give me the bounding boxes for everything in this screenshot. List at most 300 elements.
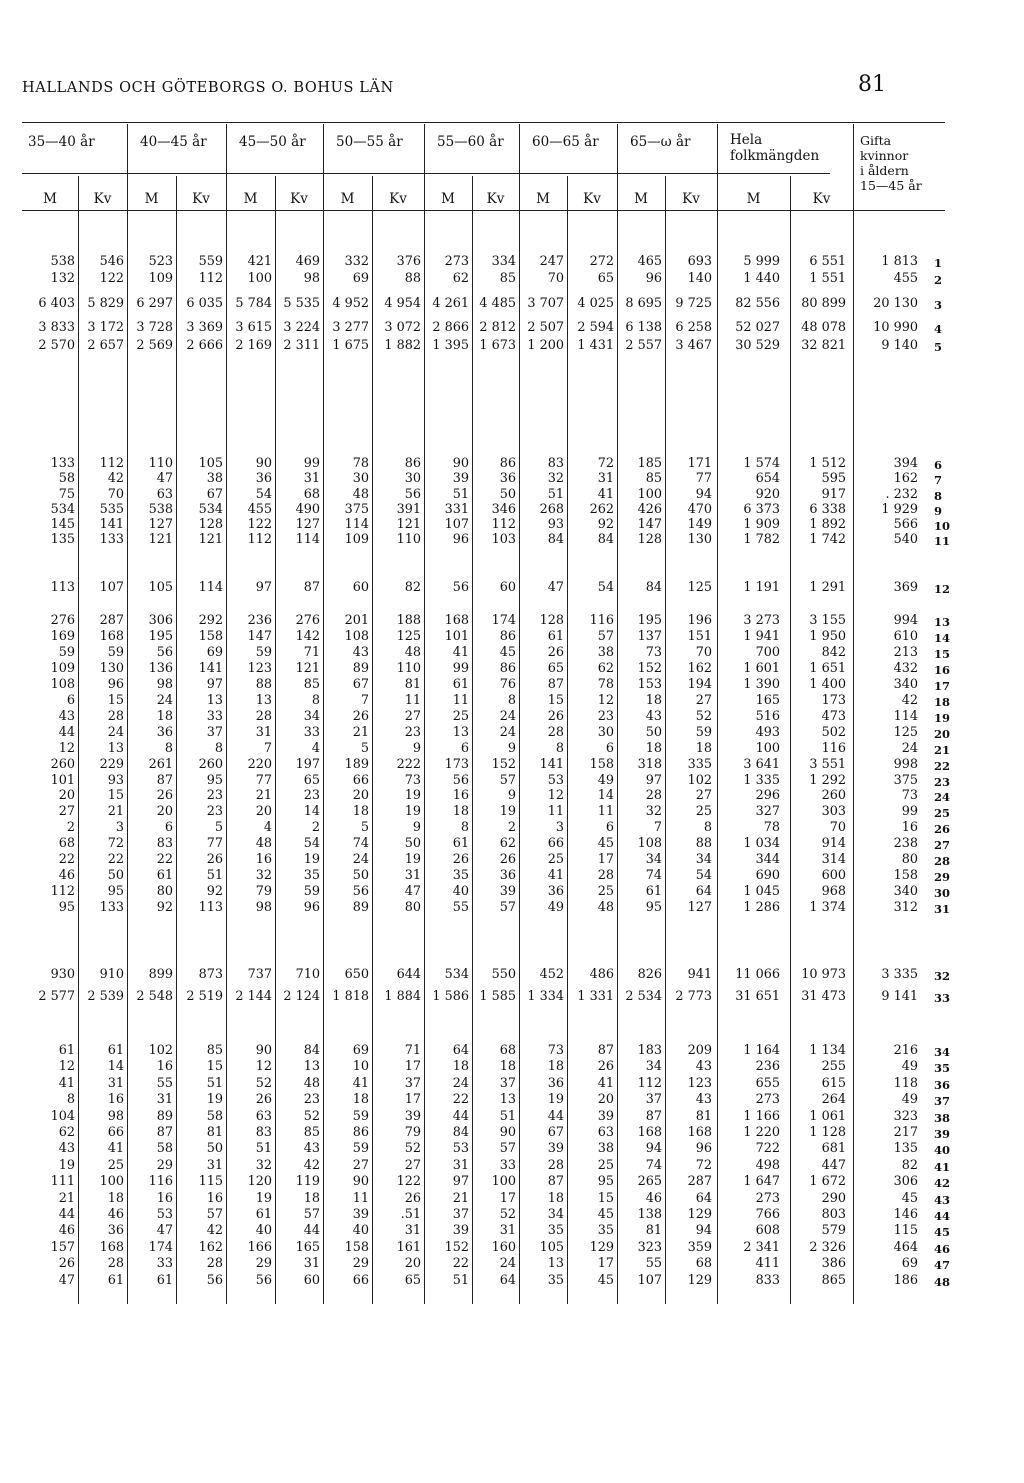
table-cell: 13 [452,724,469,740]
table-cell: 24 [499,1256,516,1272]
table-cell: 523 [148,254,173,269]
table-cell: 63 [156,486,173,502]
table-cell: 62 [499,836,516,852]
table-cell: 109 [50,660,75,676]
table-cell: 930 [50,967,75,982]
table-cell: 123 [247,660,272,676]
table-cell: 100 [637,486,662,502]
table-cell: 4 025 [577,296,614,311]
table-cell: 220 [247,756,272,772]
table-cell: 97 [206,676,223,692]
table-cell: 97 [255,580,272,595]
table-cell: 87 [597,1043,614,1058]
table-cell: 327 [755,804,780,820]
table-cell: 107 [444,517,469,532]
table-cell: 19 [58,1157,75,1173]
table-cell: 516 [755,708,780,724]
gifta-header-line: i åldern [860,163,909,178]
table-cell: 18 [547,1190,564,1206]
table-cell: 1 672 [809,1174,846,1190]
table-cell: 15 [107,692,124,708]
running-title: HALLANDS OCH GÖTEBORGS O. BOHUS LÄN [22,80,394,96]
table-cell: 11 [352,1190,369,1206]
row-number: 36 [934,1077,951,1092]
sub-header-m: M [746,191,761,207]
table-cell: 13 [206,692,223,708]
table-cell: 421 [247,254,272,269]
table-cell: 8 [460,820,469,836]
table-cell: 608 [755,1223,780,1239]
row-number: 11 [934,534,951,549]
table-cell: 36 [107,1223,124,1239]
gifta-cell: 312 [893,900,918,916]
table-cell: 16 [107,1092,124,1108]
table-cell: 174 [491,613,516,628]
table-cell: 87 [547,676,564,692]
table-cell: 57 [303,1207,320,1222]
table-cell: 35 [452,868,469,884]
table-cell: 56 [352,884,369,900]
table-cell: 38 [597,644,614,660]
table-cell: 194 [687,676,712,692]
table-cell: 11 [547,804,564,820]
table-cell: 107 [637,1272,662,1288]
table-cell: 20 [597,1092,614,1108]
table-cell: 168 [637,1125,662,1140]
table-cell: 30 [597,724,614,740]
table-cell: 502 [821,724,846,740]
table-cell: 260 [821,788,846,804]
table-cell: 2 569 [136,338,173,353]
table-cell: 88 [255,676,272,692]
table-cell: 61 [452,676,469,692]
table-cell: 681 [821,1141,846,1157]
table-cell: 236 [755,1059,780,1075]
table-cell: 8 [66,1092,75,1108]
table-cell: 56 [255,1272,272,1288]
table-cell: 39 [352,1207,369,1222]
table-cell: 66 [547,836,564,852]
table-cell: 49 [597,772,614,788]
table-cell: 1 892 [809,517,846,532]
table-cell: 44 [58,724,75,740]
table-cell: 44 [303,1223,320,1239]
table-cell: 41 [352,1075,369,1091]
row-number: 47 [934,1258,951,1273]
table-cell: 3 172 [87,320,124,335]
gifta-cell: 610 [893,628,918,644]
gifta-cell: 1 813 [881,254,918,269]
table-cell: 6 551 [809,254,846,269]
table-cell: 538 [50,254,75,269]
table-cell: 306 [148,613,173,628]
gifta-cell: 394 [893,456,918,471]
table-cell: 1 941 [743,628,780,644]
table-cell: 31 [303,1256,320,1272]
table-cell: 45 [597,836,614,852]
table-cell: 48 [597,900,614,916]
table-cell: 81 [404,676,421,692]
table-cell: 67 [547,1125,564,1140]
table-cell: 54 [303,836,320,852]
table-cell: 92 [156,900,173,916]
table-cell: 100 [247,271,272,286]
table-cell: 36 [255,471,272,487]
table-cell: 3 641 [743,756,780,772]
table-cell: 595 [821,471,846,487]
table-cell: 168 [687,1125,712,1140]
table-cell: 11 [452,692,469,708]
gifta-header-line: 15—45 år [860,178,922,193]
table-cell: 84 [452,1125,469,1140]
table-cell: 39 [452,471,469,487]
table-cell: 273 [755,1190,780,1206]
table-cell: 29 [352,1256,369,1272]
table-cell: 141 [99,517,124,532]
table-cell: 160 [491,1239,516,1255]
table-cell: 42 [303,1157,320,1173]
table-cell: 26 [206,852,223,868]
table-cell: 37 [645,1092,662,1108]
table-cell: 600 [821,868,846,884]
table-cell: 490 [295,501,320,517]
table-cell: 334 [491,254,516,269]
table-cell: 44 [547,1108,564,1124]
table-cell: 189 [344,756,369,772]
gifta-cell: 998 [893,756,918,772]
table-cell: 465 [637,254,662,269]
table-cell: 58 [206,1108,223,1124]
gifta-cell: 369 [893,580,918,595]
table-cell: 842 [821,644,846,660]
table-cell: 2 341 [743,1239,780,1255]
table-cell: 116 [589,613,614,628]
row-number: 44 [934,1209,951,1223]
table-cell: 35 [303,868,320,884]
table-cell: 37 [452,1207,469,1222]
table-cell: 89 [156,1108,173,1124]
table-cell: 141 [198,660,223,676]
table-cell: 57 [499,900,516,916]
table-cell: 86 [352,1125,369,1140]
table-cell: 1 390 [743,676,780,692]
sub-header-kv: Kv [486,191,505,207]
sub-header-kv: Kv [290,191,308,207]
table-cell: 39 [404,1108,421,1124]
table-cell: 94 [695,486,712,502]
table-cell: 1 395 [432,338,469,353]
table-cell: 27 [695,788,712,804]
table-cell: 1 818 [332,989,369,1004]
table-cell: 121 [148,532,173,548]
table-cell: 61 [156,868,173,884]
table-cell: 26 [547,708,564,724]
table-cell: 20 [255,804,272,820]
table-cell: 109 [344,532,369,548]
table-cell: 6 258 [675,320,712,335]
table-cell: 66 [107,1125,124,1140]
table-cell: 1 601 [743,660,780,676]
table-cell: 68 [695,1256,712,1272]
table-cell: 5 829 [87,296,124,311]
table-cell: 18 [695,740,712,756]
table-cell: 84 [645,580,662,595]
table-cell: 99 [303,456,320,471]
table-cell: 722 [755,1141,780,1157]
table-cell: 20 [404,1256,421,1272]
table-cell: 64 [695,884,712,900]
table-cell: 161 [396,1239,421,1255]
table-cell: 142 [295,628,320,644]
table-cell: 132 [50,271,75,286]
table-cell: 18 [156,708,173,724]
table-cell: 2 866 [432,320,469,335]
table-cell: 44 [452,1108,469,1124]
table-cell: 114 [344,517,369,532]
table-cell: 90 [499,1125,516,1140]
table-cell: 273 [444,254,469,269]
table-cell: 452 [539,967,564,982]
table-cell: 81 [645,1223,662,1239]
table-cell: 21 [452,1190,469,1206]
table-cell: 41 [58,1075,75,1091]
table-cell: 23 [303,788,320,804]
table-cell: 62 [58,1125,75,1140]
gifta-cell: 375 [893,772,918,788]
table-cell: 47 [156,1223,173,1239]
table-cell: 27 [352,1157,369,1173]
table-cell: 43 [303,1141,320,1157]
table-cell: 78 [763,820,780,836]
row-number: 42 [934,1176,951,1191]
gifta-cell: 135 [893,1141,918,1157]
table-cell: 26 [452,852,469,868]
table-cell: 6 [605,740,614,756]
table-cell: 535 [99,501,124,517]
table-cell: 78 [352,456,369,471]
table-cell: 168 [444,613,469,628]
table-cell: 426 [637,501,662,517]
table-cell: 50 [352,868,369,884]
table-cell: 2 [311,820,320,836]
table-cell: 1 647 [743,1174,780,1190]
table-cell: 209 [687,1043,712,1058]
table-cell: 68 [58,836,75,852]
table-cell: 122 [247,517,272,532]
table-cell: 33 [206,708,223,724]
gifta-cell: 432 [893,660,918,676]
table-cell: 18 [547,1059,564,1075]
table-cell: 86 [404,456,421,471]
table-cell: 59 [695,724,712,740]
table-cell: 615 [821,1075,846,1091]
table-cell: 36 [156,724,173,740]
table-cell: 102 [687,772,712,788]
gifta-cell: 45 [901,1190,918,1206]
table-cell: 133 [99,532,124,548]
table-cell: 910 [99,967,124,982]
table-cell: 22 [452,1256,469,1272]
table-cell: 39 [452,1223,469,1239]
table-cell: .51 [400,1207,421,1222]
table-cell: 72 [597,456,614,471]
table-cell: 197 [295,756,320,772]
table-cell: 152 [444,1239,469,1255]
column-rule [567,176,568,1304]
table-cell: 8 695 [625,296,662,311]
table-cell: 110 [396,532,421,548]
table-cell: 52 [499,1207,516,1222]
table-cell: 1 331 [577,989,614,1004]
table-cell: 920 [755,486,780,502]
table-cell: 28 [547,724,564,740]
table-cell: 4 [263,820,272,836]
table-cell: 71 [404,1043,421,1058]
table-cell: 2 507 [527,320,564,335]
table-cell: 56 [156,644,173,660]
gifta-cell: 69 [901,1256,918,1272]
table-cell: 89 [352,660,369,676]
table-cell: 1 191 [743,580,780,595]
table-cell: 85 [499,271,516,286]
column-group-header: 35—40 år [28,134,95,150]
table-cell: 51 [206,1075,223,1091]
table-cell: 111 [50,1174,75,1190]
table-cell: 74 [645,868,662,884]
table-cell: 79 [404,1125,421,1140]
table-cell: 737 [247,967,272,982]
table-cell: 23 [303,1092,320,1108]
table-cell: 2 124 [283,989,320,1004]
column-rule [372,176,373,1304]
table-cell: 147 [637,517,662,532]
table-cell: 917 [821,486,846,502]
table-cell: 80 [156,884,173,900]
table-cell: 84 [303,1043,320,1058]
table-cell: 264 [821,1092,846,1108]
table-cell: 90 [255,1043,272,1058]
table-cell: 33 [303,724,320,740]
table-cell: 3 369 [186,320,223,335]
table-cell: 57 [499,1141,516,1157]
table-cell: 5 784 [235,296,272,311]
table-cell: 411 [755,1256,780,1272]
table-cell: 166 [247,1239,272,1255]
table-cell: 700 [755,644,780,660]
row-number: 5 [934,340,943,354]
table-cell: 344 [755,852,780,868]
table-cell: 121 [198,532,223,548]
gifta-cell: 16 [901,820,918,836]
table-cell: 48 [404,644,421,660]
table-cell: 1 884 [384,989,421,1004]
table-cell: 32 821 [801,338,846,353]
row-number: 15 [934,646,951,661]
table-cell: 2 [66,820,75,836]
table-cell: 85 [303,1125,320,1140]
gifta-cell: 80 [901,852,918,868]
table-cell: 83 [547,456,564,471]
table-cell: 6 [66,692,75,708]
table-cell: 67 [352,676,369,692]
table-cell: 55 [645,1256,662,1272]
table-cell: 498 [755,1157,780,1173]
table-cell: 11 066 [735,967,780,982]
table-cell: 30 [404,471,421,487]
table-cell: 9 [507,740,516,756]
table-cell: 1 045 [743,884,780,900]
gifta-cell: 9 141 [881,989,918,1004]
table-cell: 157 [50,1239,75,1255]
table-cell: 36 [499,471,516,487]
table-cell: 77 [255,772,272,788]
table-cell: 247 [539,254,564,269]
table-cell: 292 [198,613,223,628]
row-number: 19 [934,710,951,725]
table-cell: 67 [206,486,223,502]
table-cell: 141 [539,756,564,772]
row-number: 48 [934,1274,951,1289]
table-cell: 7 [360,692,369,708]
table-cell: 65 [547,660,564,676]
table-cell: 260 [50,756,75,772]
table-cell: 26 [255,1092,272,1108]
table-cell: 24 [499,724,516,740]
table-cell: 17 [499,1190,516,1206]
table-cell: 65 [404,1272,421,1288]
table-cell: 31 473 [801,989,846,1004]
table-cell: 51 [547,486,564,502]
table-cell: 1 374 [809,900,846,916]
table-cell: 28 [107,1256,124,1272]
table-cell: 53 [156,1207,173,1222]
table-cell: 147 [247,628,272,644]
table-cell: 8 [507,692,516,708]
table-cell: 51 [452,1272,469,1288]
table-cell: 331 [444,501,469,517]
table-cell: 2 534 [625,989,662,1004]
sub-header-kv: Kv [812,191,831,207]
group-header-rule [22,173,830,174]
table-cell: 119 [295,1174,320,1190]
table-cell: 32 [645,804,662,820]
table-cell: 1 909 [743,517,780,532]
column-rule [617,124,618,1304]
table-cell: 7 [263,740,272,756]
table-cell: 52 [303,1108,320,1124]
table-cell: 173 [821,692,846,708]
table-cell: 318 [637,756,662,772]
table-cell: 121 [396,517,421,532]
table-cell: 108 [637,836,662,852]
table-cell: 82 556 [735,296,780,311]
table-cell: 114 [198,580,223,595]
table-cell: 2 666 [186,338,223,353]
table-cell: 18 [452,1059,469,1075]
table-cell: 61 [452,836,469,852]
row-number: 22 [934,758,951,773]
table-cell: 25 [695,804,712,820]
table-cell: 128 [637,532,662,548]
table-cell: 47 [58,1272,75,1288]
table-cell: 90 [255,456,272,471]
table-cell: 28 [547,1157,564,1173]
table-cell: 92 [206,884,223,900]
table-cell: 26 [156,788,173,804]
table-cell: 152 [491,756,516,772]
table-cell: 3 273 [743,613,780,628]
table-cell: 188 [396,613,421,628]
